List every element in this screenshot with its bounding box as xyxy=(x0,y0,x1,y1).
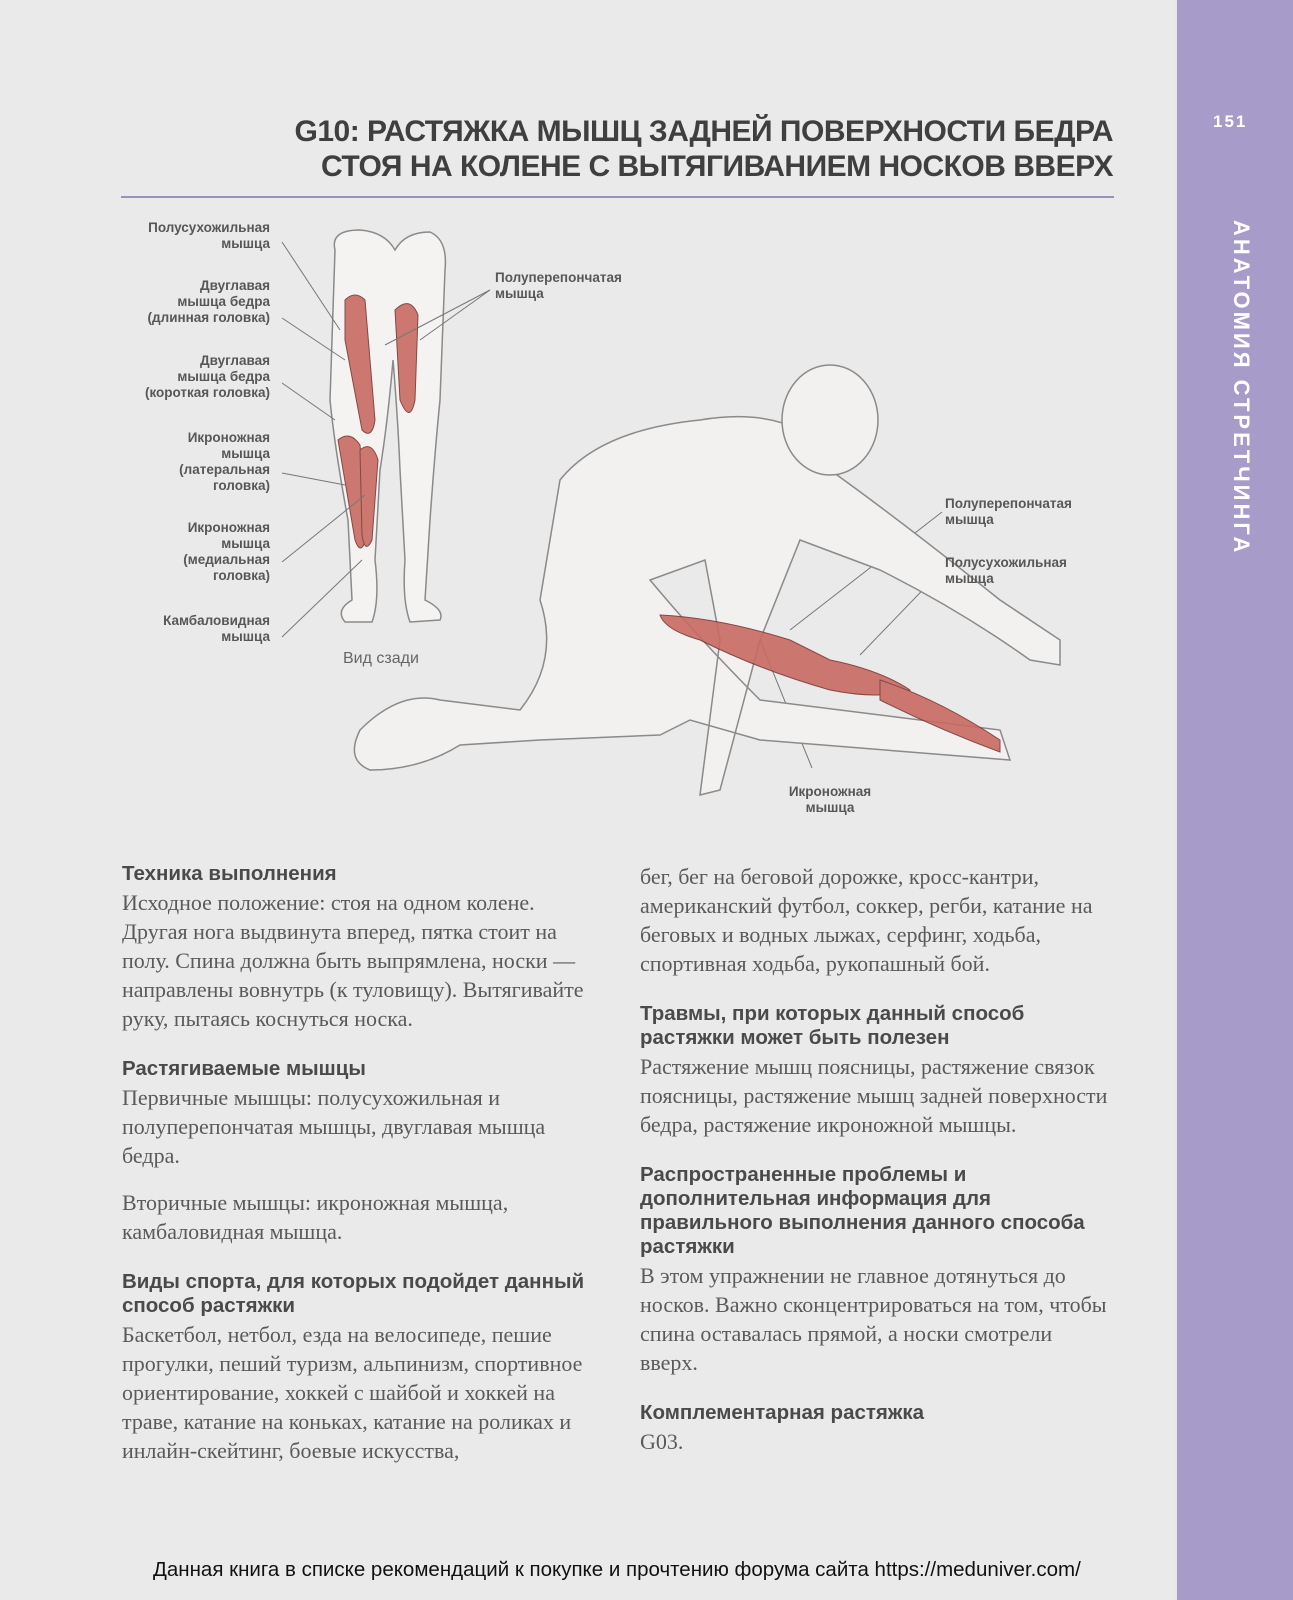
sports-heading: Виды спорта, для которых подойдет данный способ растяжки xyxy=(122,1270,585,1317)
label-soleus: Камбаловидная мышца xyxy=(163,613,270,644)
label-semimembranosus-right: Полуперепончатая мышца xyxy=(945,496,1072,527)
problems-heading: Распространенные проблемы и дополнительная информация для правильного выполнения данного способа растяжки xyxy=(640,1163,1085,1258)
label-gastrocnemius-medial: Икроножная мышца (медиальная головка) xyxy=(183,520,270,583)
label-biceps-short: Двуглавая мышца бедра (короткая головка) xyxy=(144,353,270,400)
sports-text-b: бег, бег на беговой дорожке, кросс-кантри, американский футбол, соккер, регби, катание на беговых и водных лыжах, серфинг, ходьба, спортивная ходьба, рукопашный бой. xyxy=(640,864,1093,976)
injuries-heading: Травмы, при которых данный способ растяжки может быть полезен xyxy=(640,1002,1025,1049)
technique-heading: Техника выполнения xyxy=(122,862,337,885)
label-gastrocnemius: Икроножная мышца xyxy=(788,784,872,815)
page-number: 151 xyxy=(1213,112,1248,131)
muscles-primary: Первичные мышцы: полусухожильная и полуперепончатая мышцы, двуглавая мышца бедра. xyxy=(122,1085,546,1168)
injuries-text: Растяжение мышц поясницы, растяжение связок поясницы, растяжение мышц задней поверхности бедра, растяжение икроножной мышцы. xyxy=(640,1054,1108,1137)
anatomy-illustration xyxy=(0,0,1175,830)
complementary-text: G03. xyxy=(640,1429,684,1454)
back-view-legs xyxy=(330,230,445,622)
label-semitendinosus-right: Полусухожильная мышца xyxy=(945,555,1067,586)
technique-text: Исходное положение: стоя на одном колене. Другая нога выдвинута вперед, пятка стоит на полу. Спина должна быть выпрямлена, носки — направлены вовнутрь (к туловищу). Вытягивайте руку, пытаясь коснуться носка. xyxy=(122,890,584,1031)
side-tab-title: АНАТОМИЯ СТРЕТЧИНГА xyxy=(1229,220,1254,556)
complementary-heading: Комплементарная растяжка xyxy=(640,1401,925,1424)
right-column xyxy=(640,862,1110,1456)
title-line-1: G10: РАСТЯЖКА МЫШЦ ЗАДНЕЙ ПОВЕРХНОСТИ БЕДРА xyxy=(294,115,1113,148)
title-line-2: СТОЯ НА КОЛЕНЕ С ВЫТЯГИВАНИЕМ НОСКОВ ВВЕРХ xyxy=(321,150,1113,183)
problems-text: В этом упражнении не главное дотянуться до носков. Важно сконцентрироваться на том, чтобы спина оставалась прямой, а носки смотрели вверх. xyxy=(640,1263,1107,1375)
label-semimembranosus-top: Полуперепончатая мышца xyxy=(495,270,622,301)
label-biceps-long: Двуглавая мышца бедра (длинная головка) xyxy=(147,278,270,325)
left-column xyxy=(122,862,592,1465)
muscles-heading: Растягиваемые мышцы xyxy=(122,1057,366,1080)
label-semitendinosus: Полусухожильная мышца xyxy=(148,220,270,251)
footer-note: Данная книга в списке рекомендаций к покупке и прочтению форума сайта https://meduniver.com/ xyxy=(153,1558,1081,1581)
muscles-secondary: Вторичные мышцы: икроножная мышца, камбаловидная мышца. xyxy=(122,1190,509,1244)
label-gastrocnemius-lateral: Икроножная мышца (латеральная головка) xyxy=(179,430,270,493)
sports-text-a: Баскетбол, нетбол, езда на велосипеде, пешие прогулки, пеший туризм, альпинизм, спортивное ориентирование, хоккей с шайбой и хоккей на траве, катание на коньках, катание на роликах и инлайн-скейтинг, боевые искусства, xyxy=(122,1322,583,1463)
view-caption: Вид сзади xyxy=(343,650,419,667)
